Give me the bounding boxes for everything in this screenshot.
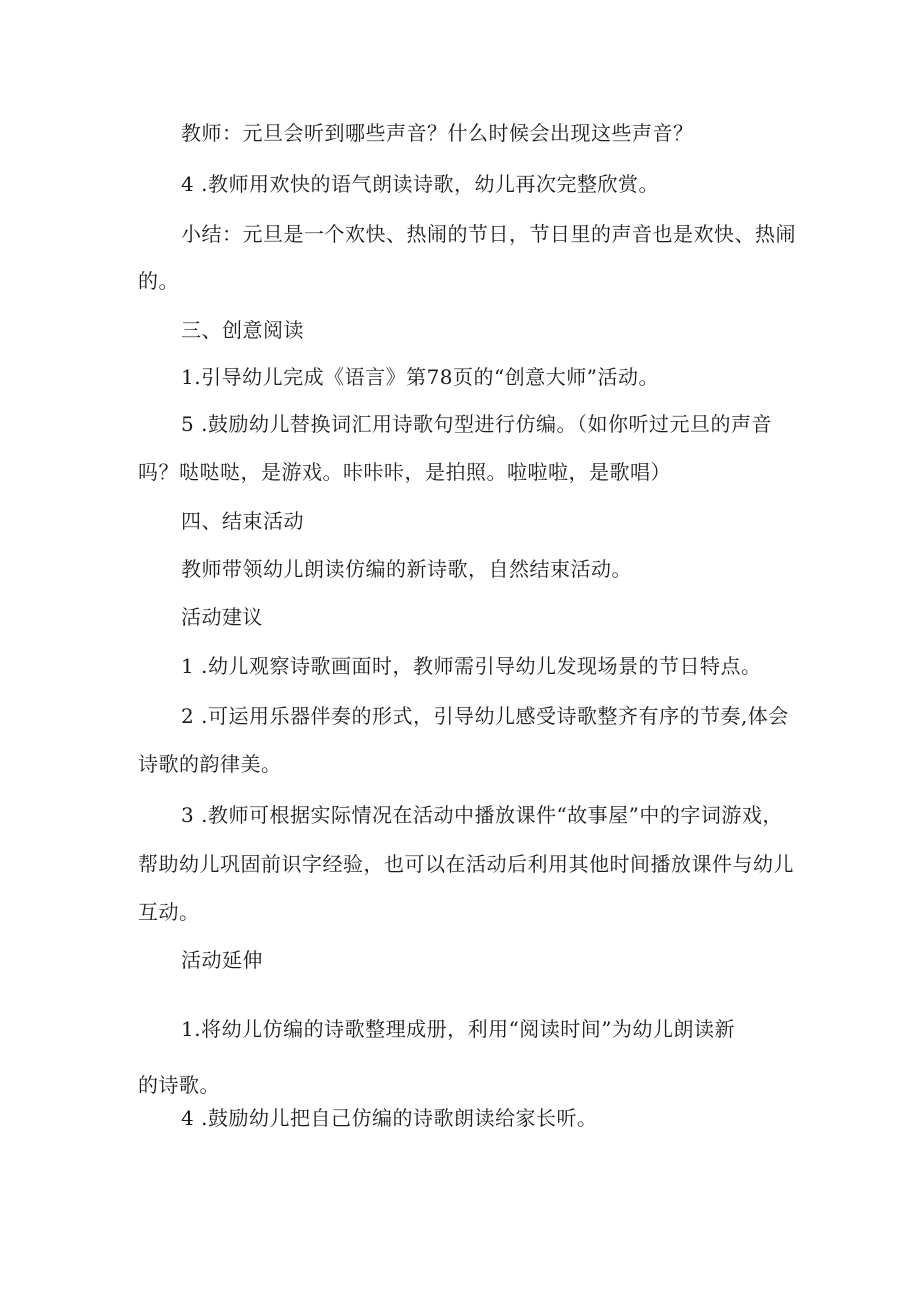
paragraph-line: 帮助幼儿巩固前识字经验，也可以在活动后利用其他时间播放课件与幼儿 [138,852,794,876]
section-heading: 活动建议 [181,605,263,629]
paragraph-line: 1.引导幼儿完成《语言》第78页的“创意大师”活动。 [181,365,659,389]
paragraph-line: 1.将幼儿仿编的诗歌整理成册，利用“阅读时间”为幼儿朗读新 [181,1017,736,1041]
paragraph-line: 教师带领幼儿朗读仿编的新诗歌，自然结束活动。 [181,557,632,581]
paragraph-line: 小结：元旦是一个欢快、热闹的节日，节日里的声音也是欢快、热闹 [181,222,796,246]
paragraph-line: 3 .教师可根据实际情况在活动中播放课件“故事屋”中的字词游戏， [181,803,783,827]
section-heading: 三、创意阅读 [181,318,304,342]
paragraph-line: 的。 [138,269,179,293]
paragraph-line: 5 .鼓励幼儿替换词汇用诗歌句型进行仿编。（如你听过元旦的声音 [181,412,772,436]
paragraph-line: 吗？哒哒哒，是游戏。咔咔咔，是拍照。啦啦啦，是歌唱） [138,460,671,484]
section-heading: 活动延伸 [181,948,263,972]
section-heading: 四、结束活动 [181,509,304,533]
paragraph-line: 1 .幼儿观察诗歌画面时，教师需引导幼儿发现场景的节日特点。 [181,654,762,678]
paragraph-line: 4 .鼓励幼儿把自己仿编的诗歌朗读给家长听。 [181,1106,598,1130]
paragraph-line: 4 .教师用欢快的语气朗读诗歌，幼儿再次完整欣赏。 [181,172,659,196]
paragraph-line: 教师：元旦会听到哪些声音？什么时候会出现这些声音？ [181,121,694,145]
paragraph-line: 互动。 [138,900,200,924]
paragraph-line: 2 .可运用乐器伴奏的形式，引导幼儿感受诗歌整齐有序的节奏,体会 [181,704,789,728]
paragraph-line: 的诗歌。 [138,1073,220,1097]
paragraph-line: 诗歌的韵律美。 [138,752,282,776]
